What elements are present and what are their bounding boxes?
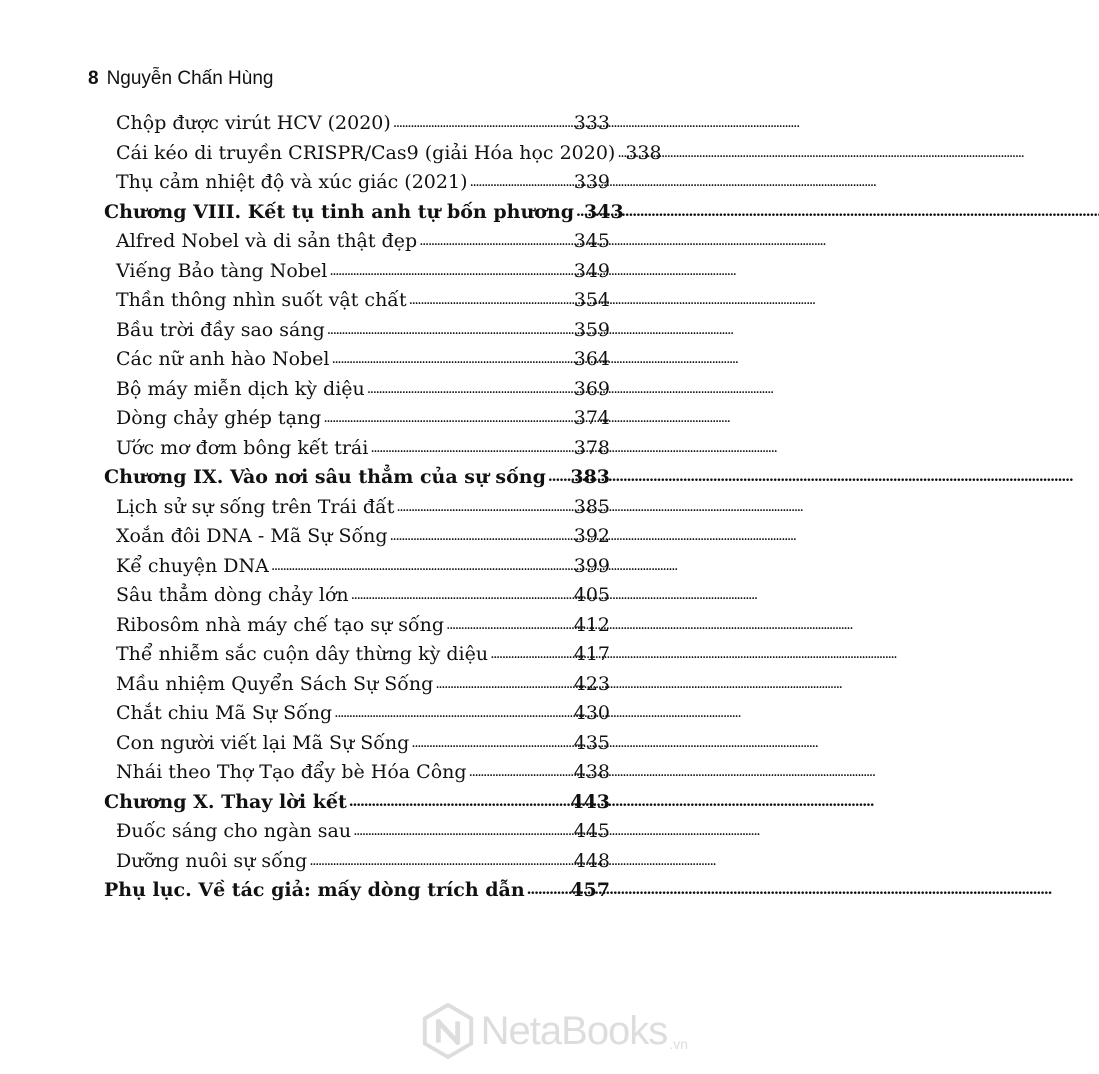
toc-entry-page: 338: [625, 141, 662, 164]
toc-entry-page: 349: [573, 259, 610, 282]
author-name: Nguyễn Chấn Hùng: [106, 68, 274, 89]
toc-entry: [116, 374, 610, 404]
dot-leader: [329, 254, 571, 286]
toc-entry-page: 399: [573, 554, 610, 577]
toc-entry-page: 385: [573, 495, 610, 518]
toc-entry-title: Xoắn đôi DNA - Mã Sự Sống: [116, 525, 388, 547]
toc-entry: [116, 256, 610, 286]
toc-entry-page: 392: [573, 525, 610, 547]
toc-entry-title: Phụ lục. Về tác giả: mấy dòng trích dẫn: [104, 879, 525, 901]
toc-chapter-entry: [104, 197, 624, 227]
toc-entry-title: Chương IX. Vào nơi sâu thẳm của sự sống: [104, 466, 546, 488]
toc-entry-page: 339: [573, 171, 610, 193]
toc-entry: [116, 226, 610, 256]
dot-leader: [367, 372, 572, 404]
toc-entry: [116, 580, 610, 610]
toc-entry-page: 364: [573, 348, 610, 370]
dot-leader: [370, 431, 571, 463]
toc-entry-page: 378: [573, 436, 610, 459]
toc-entry: [116, 108, 610, 138]
page-number: 8: [88, 68, 99, 89]
toc-chapter-entry: [104, 875, 610, 905]
toc-entry: [116, 492, 610, 522]
toc-entry: [116, 344, 610, 374]
dot-leader: [490, 637, 572, 669]
watermark-text: NetaBooks: [480, 1008, 668, 1053]
toc-entry-title: Con người viết lại Mã Sự Sống: [116, 731, 410, 754]
dot-leader: [527, 873, 569, 905]
dot-leader: [446, 608, 572, 640]
toc-entry-page: 369: [573, 377, 610, 400]
toc-entry: [116, 433, 610, 463]
dot-leader: [409, 283, 572, 315]
toc-entry: [116, 285, 610, 315]
toc-entry-title: Kể chuyện DNA: [116, 554, 269, 577]
toc-entry-title: Chộp được virút HCV (2020): [116, 112, 391, 134]
dot-leader: [390, 519, 572, 551]
toc-entry-title: Cái kéo di truyền CRISPR/Cas9 (giải Hóa học 2020): [116, 141, 616, 164]
toc-entry-page: 423: [573, 672, 610, 695]
toc-chapter-entry: [104, 462, 610, 492]
dot-leader: [548, 460, 568, 492]
toc-entry: [116, 846, 610, 876]
toc-entry-title: Bộ máy miễn dịch kỳ diệu: [116, 377, 365, 400]
toc-entry-page: 383: [570, 466, 610, 488]
toc-entry: [116, 315, 610, 345]
toc-entry-page: 445: [573, 820, 610, 842]
toc-entry-title: Alfred Nobel và di sản thật đẹp: [116, 230, 418, 252]
dot-leader: [309, 844, 572, 876]
dot-leader: [332, 342, 572, 374]
dot-leader: [351, 578, 572, 610]
toc-entry-page: 374: [573, 407, 610, 429]
toc-entry-title: Viếng Bảo tàng Nobel: [116, 259, 328, 282]
dot-leader: [334, 696, 572, 728]
toc-entry: [116, 610, 610, 640]
toc-entry-title: Các nữ anh hào Nobel: [116, 348, 330, 370]
dot-leader: [327, 313, 572, 345]
dot-leader: [323, 401, 571, 433]
dot-leader: [411, 726, 571, 758]
toc-entry-title: Chắt chiu Mã Sự Sống: [116, 702, 333, 724]
watermark: [419, 1002, 688, 1060]
toc-entry-page: 412: [573, 613, 610, 636]
toc-entry-title: Bầu trời đầy sao sáng: [116, 318, 325, 341]
toc-entry-title: Chương X. Thay lời kết: [104, 790, 347, 813]
dot-leader: [576, 195, 582, 227]
dot-leader: [469, 755, 572, 787]
toc-entry-title: Lịch sử sự sống trên Trái đất: [116, 495, 395, 518]
toc-entry-page: 359: [573, 318, 610, 341]
toc-entry-page: 405: [573, 584, 610, 606]
dot-leader: [271, 549, 572, 581]
toc-entry: [116, 167, 610, 197]
toc-entry-page: 343: [584, 200, 624, 223]
toc-entry-page: 443: [570, 790, 610, 813]
toc-entry-title: Ribosôm nhà máy chế tạo sự sống: [116, 613, 445, 636]
toc-entry: [116, 521, 610, 551]
toc-entry-page: 435: [573, 731, 610, 754]
toc-entry: [116, 698, 610, 728]
dot-leader: [435, 667, 571, 699]
toc-entry: [116, 757, 610, 787]
dot-leader: [349, 785, 569, 817]
toc-entry-title: Mầu nhiệm Quyển Sách Sự Sống: [116, 672, 434, 695]
toc-entry: [116, 403, 610, 433]
toc-entry: [116, 138, 662, 168]
toc-entry-page: 457: [570, 879, 610, 901]
toc-entry: [116, 669, 610, 699]
dot-leader: [469, 165, 571, 197]
toc-entry-title: Nhái theo Thợ Tạo đẩy bè Hóa Công: [116, 761, 467, 783]
toc-entry-title: Dòng chảy ghép tạng: [116, 407, 322, 429]
toc-chapter-entry: [104, 787, 610, 817]
toc-entry-page: 438: [573, 761, 610, 783]
toc-entry: [116, 639, 610, 669]
toc-entry-page: 430: [573, 702, 610, 724]
toc-entry-title: Thần thông nhìn suốt vật chất: [116, 289, 407, 311]
toc-entry: [116, 551, 610, 581]
netabooks-logo-icon: [419, 1002, 477, 1060]
toc-entry-title: Ước mơ đơm bông kết trái: [116, 436, 369, 459]
dot-leader: [396, 490, 571, 522]
toc-entry: [116, 728, 610, 758]
toc-entry-page: 448: [573, 849, 610, 872]
toc-entry-page: 417: [573, 643, 610, 665]
toc-entry-page: 354: [573, 289, 610, 311]
toc-entry-page: 345: [573, 230, 610, 252]
toc-entry-title: Chương VIII. Kết tụ tinh anh tự bốn phương: [104, 200, 575, 223]
toc-entry-title: Sâu thẳm dòng chảy lớn: [116, 584, 349, 606]
dot-leader: [617, 136, 623, 168]
running-header: [88, 68, 273, 90]
watermark-suffix: .vn: [669, 1036, 688, 1052]
dot-leader: [353, 814, 572, 846]
toc-entry-page: 333: [573, 112, 610, 134]
dot-leader: [393, 106, 572, 138]
toc-entry-title: Thể nhiễm sắc cuộn dây thừng kỳ diệu: [116, 643, 489, 665]
toc-entry: [116, 816, 610, 846]
toc-entry-title: Đuốc sáng cho ngàn sau: [116, 820, 352, 842]
dot-leader: [419, 224, 572, 256]
toc-entry-title: Dưỡng nuôi sự sống: [116, 849, 308, 872]
toc-entry-title: Thụ cảm nhiệt độ và xúc giác (2021): [116, 171, 468, 193]
